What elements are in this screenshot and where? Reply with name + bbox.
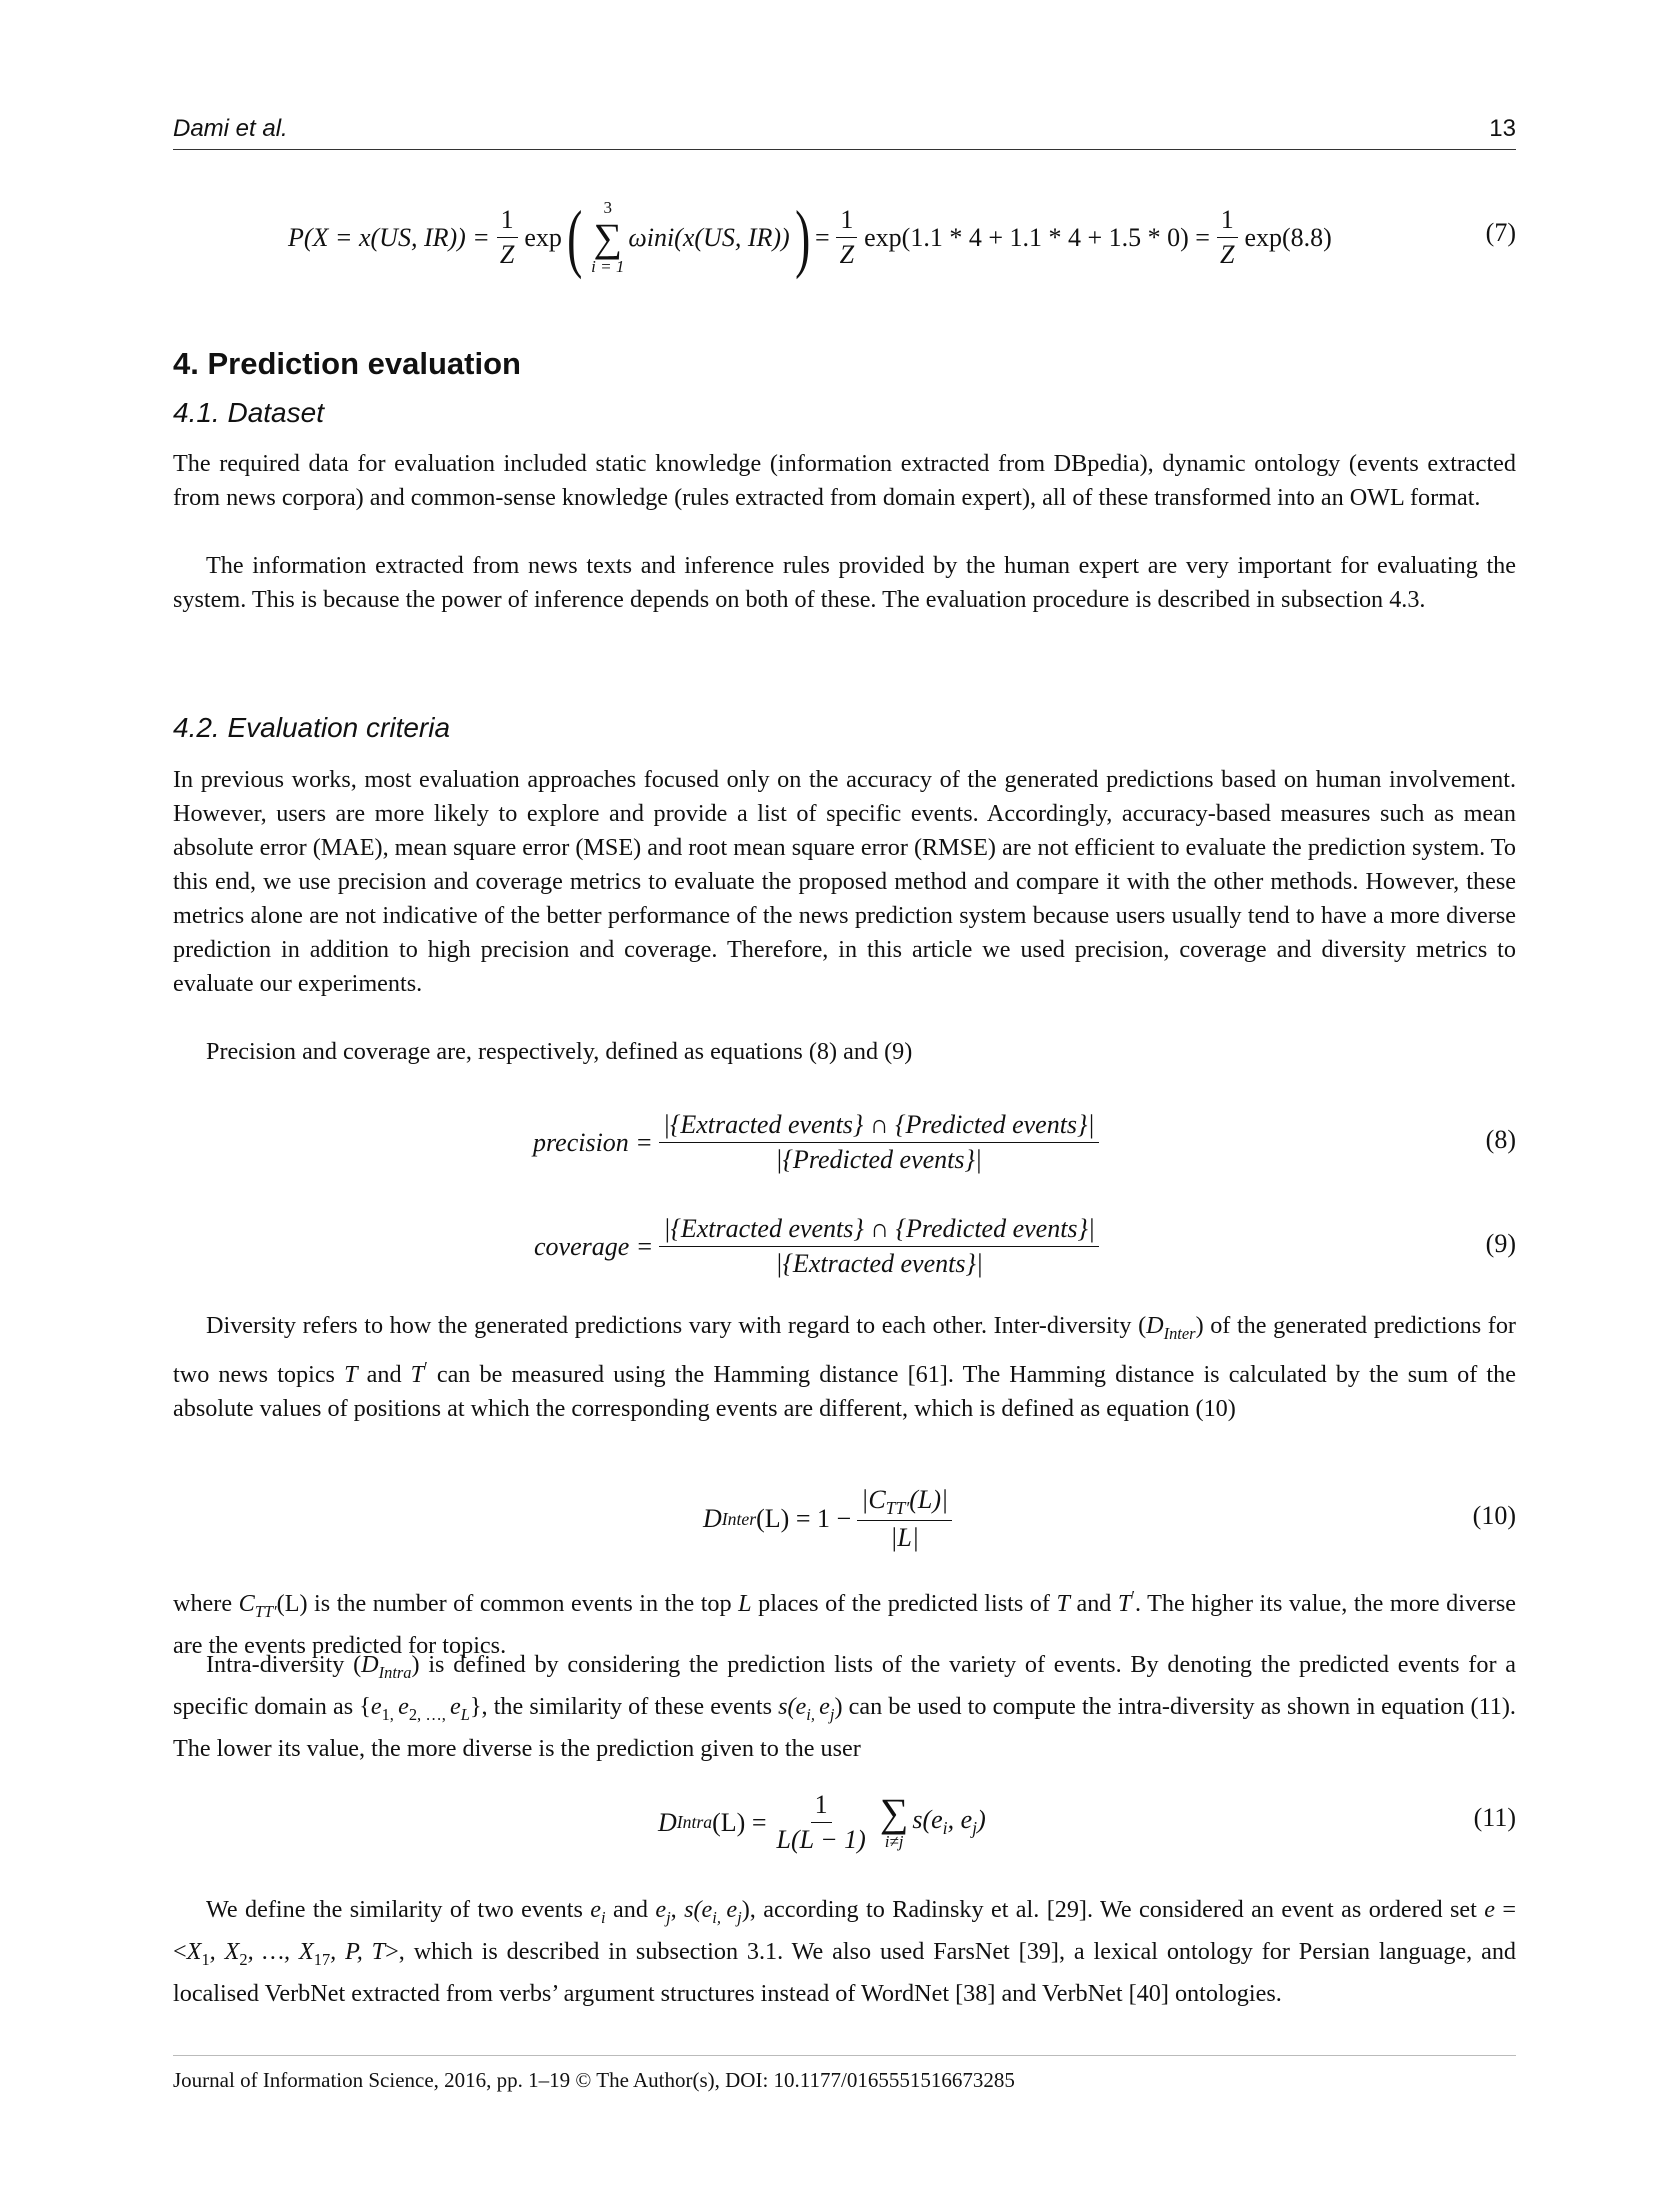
intra-e: ) can be used to compute the intra-diversity as shown in equation (11). The lower its value, the more diverse is the prediction given to the user <box>173 1692 1516 1762</box>
section-title-4: 4. Prediction evaluation <box>173 346 521 381</box>
where-T2: T <box>1117 1590 1132 1618</box>
eq11-fraction <box>773 1790 870 1855</box>
eq7-frac-num: 1 <box>497 205 518 238</box>
equation-number-7: (7) <box>1485 218 1516 247</box>
eq7-sum-top: 3 <box>603 197 613 217</box>
eq9-lhs: coverage = <box>534 1231 654 1261</box>
equation-9 <box>173 1209 1516 1284</box>
eq11-body-i: i <box>942 1818 948 1839</box>
eq11-den: L(L − 1) <box>776 1825 866 1854</box>
div-text-a: Diversity refers to how the generated predictions vary with regard to each other. Inter-diversity ( <box>206 1312 1147 1339</box>
intra-c5: L <box>460 1704 470 1724</box>
intra-set: e <box>370 1692 382 1720</box>
last-b: and <box>605 1896 656 1923</box>
journal-footer: Journal of Information Science, 2016, pp. 1–19 © The Author(s), DOI: 10.1177/0165551516673285 <box>173 2068 1015 2092</box>
eq11-body-end: ) <box>977 1805 986 1835</box>
eq8-num: |{Extracted events} ∩ {Predicted events}| <box>659 1110 1099 1143</box>
eq10-fraction <box>857 1485 952 1553</box>
where-C-sub: TT′ <box>254 1601 277 1621</box>
intra-si: i, <box>806 1704 820 1724</box>
eq9-fraction <box>659 1214 1099 1279</box>
eq7-exp: exp <box>524 222 562 252</box>
div-T: T <box>344 1360 358 1388</box>
last-X1s: 1 <box>201 1949 210 1969</box>
footer-divider <box>173 2055 1516 2056</box>
div-text-d: can be measured using the Hamming distance [61]. The Hamming distance is calculated by the sum of the absolute values of positions at which the corresponding events are different, which is defined as equation (10) <box>173 1360 1516 1422</box>
equation-7-body <box>288 190 1332 285</box>
intra-c: 1, <box>381 1704 399 1724</box>
last-ei-sub: i <box>601 1907 606 1927</box>
equation-10 <box>173 1479 1516 1559</box>
last-X3: , …, X <box>247 1937 314 1965</box>
where-c: places of the predicted lists of <box>751 1590 1057 1618</box>
eq11-body-mid: , e <box>947 1805 973 1835</box>
last-a: We define the similarity of two events <box>206 1896 591 1923</box>
eq10-lhs-sub: Inter <box>721 1508 757 1529</box>
eq7-frac3-num: 1 <box>1217 205 1238 238</box>
last-ej: e <box>655 1896 667 1923</box>
last-s: s(e <box>684 1896 713 1923</box>
eq11-sum-bottom: i≠j <box>884 1832 904 1852</box>
eq10-den: |L| <box>890 1523 920 1553</box>
equation-8-body <box>533 1105 1105 1180</box>
eq10-lhs-arg: (L) = 1 − <box>756 1504 852 1533</box>
paragraph-similarity <box>173 1893 1516 2011</box>
intra-c2: e <box>398 1692 409 1720</box>
eq8-den: |{Predicted events}| <box>775 1145 983 1174</box>
paragraph-intra <box>173 1648 1516 1766</box>
equation-7 <box>173 190 1516 285</box>
sum-symbol-icon: ∑ <box>593 214 623 260</box>
where-d: and <box>1069 1590 1118 1618</box>
last-ei: e <box>590 1896 602 1923</box>
eq10-num-tail: (L)| <box>909 1484 949 1514</box>
eq11-num: 1 <box>811 1790 832 1823</box>
paragraph-dataset-2: The information extracted from news texts and inference rules provided by the human expert are very important for evaluating the system. This is because the power of inference depends on both of these. The evaluation procedure is described in subsection 4.3. <box>173 552 1516 613</box>
equation-number-10: (10) <box>1472 1501 1516 1530</box>
eq7-inner: ωini(x(US, IR)) <box>628 222 790 252</box>
eq7-mid: = <box>814 222 830 252</box>
eq7-end: exp(8.8) <box>1244 222 1332 252</box>
paragraph-diversity <box>173 1309 1516 1426</box>
intra-b: ) is defined by considering the prediction lists of the variety of events. By denoting the predicted events for a specific domain as { <box>173 1651 1516 1720</box>
where-T: T <box>1056 1590 1070 1618</box>
where-L: L <box>738 1590 752 1618</box>
eq7-frac2-den: Z <box>839 240 855 269</box>
eq11-lhs-arg: (L) = <box>712 1807 767 1837</box>
eq11-body-a: s(e <box>912 1805 943 1835</box>
last-s-i: i, <box>712 1907 727 1927</box>
eq7-sum-bottom: i = 1 <box>591 256 625 276</box>
last-X2: , X <box>209 1937 240 1965</box>
intra-a: Intra-diversity ( <box>206 1651 362 1678</box>
intra-D: D <box>361 1651 379 1678</box>
eq7-fraction-2 <box>836 205 858 270</box>
eq8-lhs: precision = <box>533 1127 653 1157</box>
header-authors: Dami et al. <box>173 115 288 142</box>
eq7-lhs: P(X = x(US, IR)) = <box>288 222 490 252</box>
running-header <box>173 113 1516 150</box>
last-X1: X <box>186 1937 202 1965</box>
eq10-num-sub: TT′ <box>885 1497 910 1518</box>
eq7-mid-exp: exp(1.1 * 4 + 1.1 * 4 + 1.5 * 0) = <box>864 222 1210 252</box>
eq8-fraction <box>659 1110 1099 1175</box>
intra-sj: e <box>819 1692 830 1720</box>
eq11-sum <box>879 1790 909 1852</box>
intra-c3: 2, …, <box>408 1704 451 1724</box>
eq7-fraction-3 <box>1216 205 1238 270</box>
eq7-sum <box>591 199 624 276</box>
paragraph-criteria-1: In previous works, most evaluation approaches focused only on the accuracy of the generated predictions based on human involvement. However, users are more likely to explore and provide a list of specific events. Accordingly, accuracy-based measures such as mean absolute error (MAE), mean square error (MSE) and root mean square error (RMSE) are not efficient to evaluate the prediction system. To this end, we use precision and coverage metrics to evaluate the proposed method and compare it with the other methods. However, these metrics alone are not indicative of the better performance of the news prediction system because users usually tend to have a more diverse prediction in addition to high precision and coverage. Therefore, in this article we used precision, coverage and diversity metrics to evaluate our experiments. <box>173 766 1516 997</box>
equation-9-body <box>534 1209 1105 1284</box>
eq10-lhs: D <box>703 1504 722 1533</box>
last-e2: = < <box>173 1896 1516 1965</box>
sum-symbol-icon: ∑ <box>879 1790 909 1836</box>
page-number: 13 <box>1489 115 1516 142</box>
equation-11 <box>173 1775 1516 1870</box>
div-sym: D <box>1146 1312 1164 1339</box>
paragraph-criteria-2: Precision and coverage are, respectively, defined as equations (8) and (9) <box>206 1038 913 1065</box>
eq9-num: |{Extracted events} ∩ {Predicted events}| <box>659 1214 1099 1247</box>
last-X2s: 2 <box>239 1949 248 1969</box>
subsection-title-4-2: 4.2. Evaluation criteria <box>173 712 451 743</box>
div-text-b: ) of the generated predictions for two news topics <box>173 1312 1516 1388</box>
div-text-c: and <box>357 1360 411 1388</box>
last-c: , <box>670 1896 685 1923</box>
eq7-frac2-num: 1 <box>836 205 857 238</box>
subsection-title-4-1: 4.1. Dataset <box>173 397 324 428</box>
equation-8 <box>173 1105 1516 1180</box>
equation-number-11: (11) <box>1473 1803 1516 1832</box>
div-sub: Inter <box>1163 1323 1196 1343</box>
eq7-frac3-den: Z <box>1219 240 1235 269</box>
eq10-num <box>857 1485 952 1522</box>
intra-c4: e <box>450 1692 461 1720</box>
eq11-lhs: D <box>658 1807 677 1837</box>
eq7-right-paren: ) <box>794 195 810 280</box>
where-C: C <box>238 1590 255 1618</box>
intra-s: s(e <box>778 1692 807 1720</box>
where-b: (L) is the number of common events in the top <box>276 1590 739 1618</box>
eq10-num-a: |C <box>861 1484 886 1514</box>
div-T2: T <box>410 1360 425 1388</box>
eq7-frac-den: Z <box>499 240 515 269</box>
last-f: , P, T <box>330 1937 386 1965</box>
equation-10-body <box>703 1479 958 1559</box>
div-prime: ′ <box>424 1357 428 1377</box>
intra-D-sub: Intra <box>378 1662 412 1682</box>
eq11-body-j: j <box>972 1818 978 1839</box>
equation-number-9: (9) <box>1485 1229 1516 1258</box>
last-g: >, which is described in subsection 3.1. We also used FarsNet [39], a lexical ontology for Persian language, and localised VerbNet extracted from verbs’ argument structures instead of WordNet [38] and VerbNet [40] ontologies. <box>173 1937 1517 2007</box>
intra-d: }, the similarity of these events <box>469 1692 779 1720</box>
eq11-body <box>912 1805 985 1839</box>
last-s-e: e <box>726 1896 738 1923</box>
equation-11-body <box>658 1775 986 1870</box>
eq7-left-paren: ( <box>566 195 583 280</box>
paragraph-dataset-1: The required data for evaluation included static knowledge (information extracted from DBpedia), dynamic ontology (events extracted from news corpora) and common-sense knowledge (rules extracted from domain expert), all of these transformed into an OWL format. <box>173 450 1516 511</box>
last-X3s: 17 <box>313 1949 331 1969</box>
last-s-j: j <box>737 1907 742 1927</box>
where-a: where <box>173 1590 239 1618</box>
last-ej-sub: j <box>666 1907 671 1927</box>
eq7-fraction-1 <box>496 205 518 270</box>
where-e: . The higher its value, the more diverse are the events predicted for topics. <box>173 1590 1516 1659</box>
eq11-lhs-sub: Intra <box>676 1812 713 1832</box>
last-e-eq: e <box>1484 1896 1495 1923</box>
equation-number-8: (8) <box>1485 1125 1516 1154</box>
last-d: ), according to Radinsky et al. [29]. We considered an event as ordered set <box>741 1896 1485 1923</box>
where-prime: ′ <box>1131 1587 1135 1606</box>
intra-sj2: j <box>829 1704 835 1724</box>
eq9-den: |{Extracted events}| <box>775 1249 984 1278</box>
